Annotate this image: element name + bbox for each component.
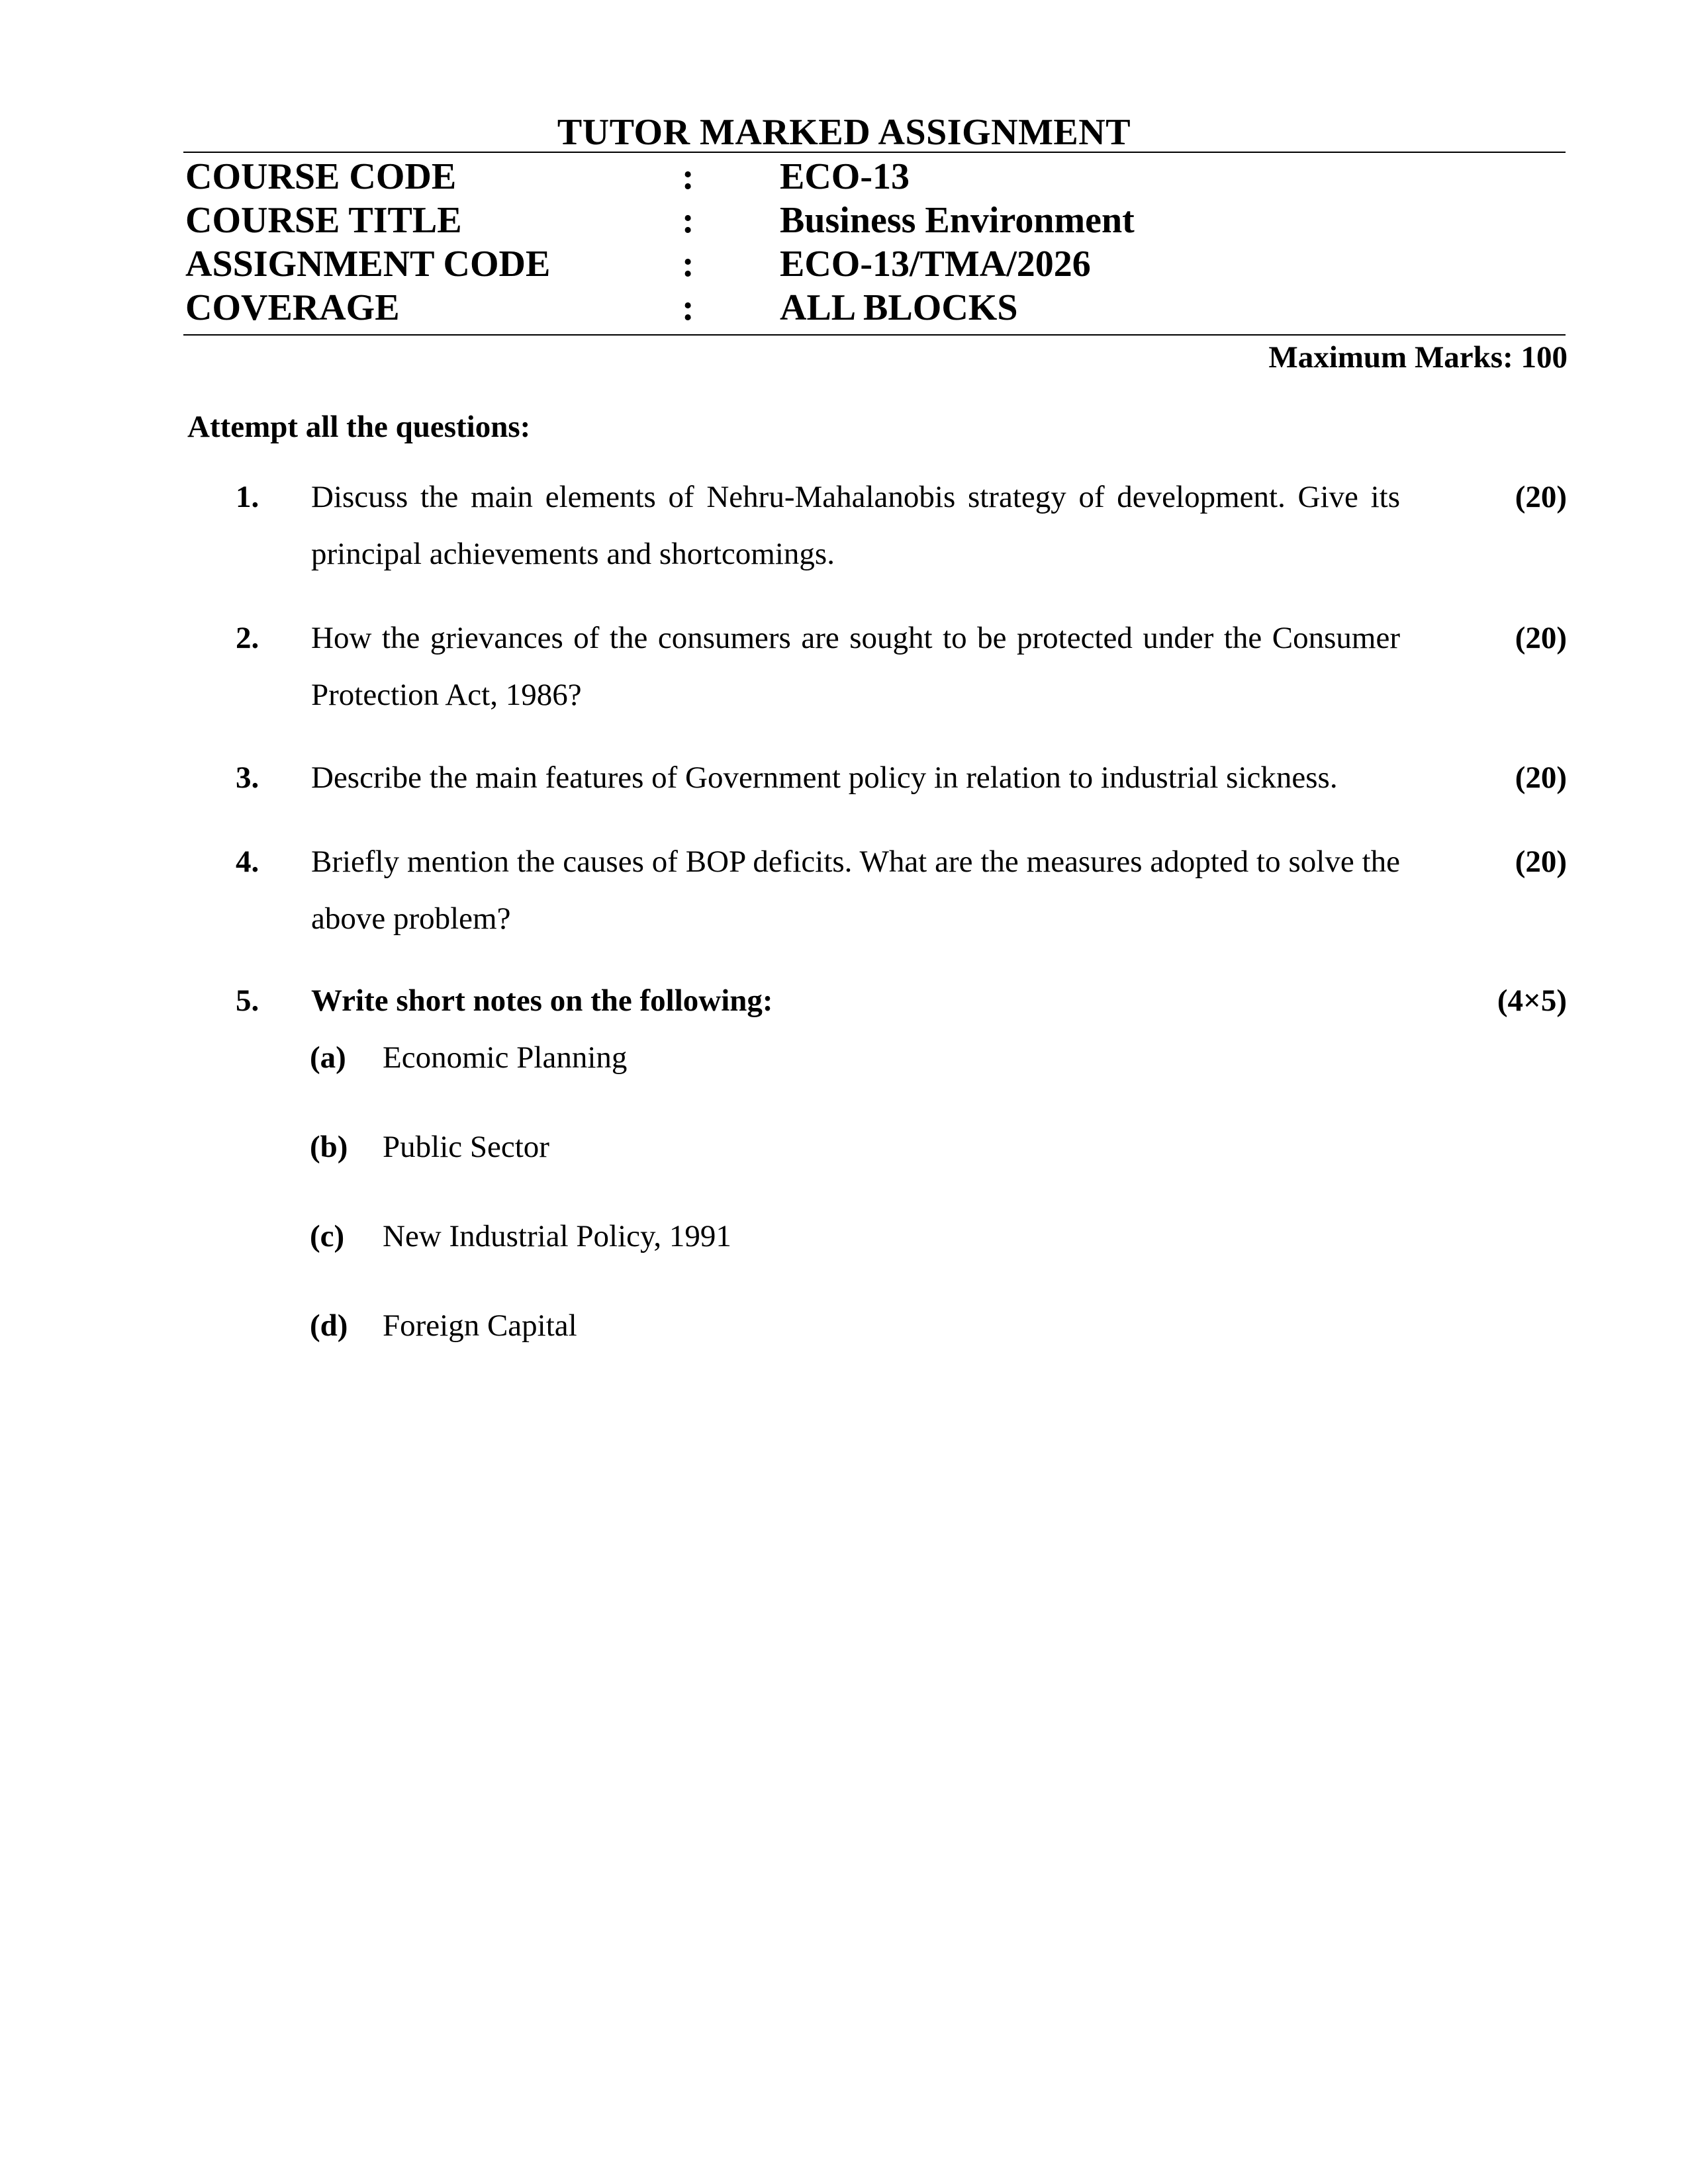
header-bottom-rule [183,334,1566,336]
coverage-label: COVERAGE [185,287,400,328]
assignment-code-label: ASSIGNMENT CODE [185,244,551,285]
coverage-row [185,286,1562,330]
question-number: 1. [236,480,259,514]
subpart-label: (d) [310,1308,348,1343]
course-title-value: Business Environment [780,200,1135,241]
maximum-marks: Maximum Marks: 100 [1268,340,1568,375]
page-title: TUTOR MARKED ASSIGNMENT [557,112,1131,153]
course-code-row [185,155,1562,199]
subpart-label: (a) [310,1040,346,1075]
course-title-colon: : [682,200,694,241]
course-title-row [185,199,1562,242]
assignment-code-colon: : [682,244,694,285]
question-text: Describe the main features of Government policy in relation to industrial sickness. [311,760,1338,795]
question-number: 2. [236,621,259,655]
assignment-code-row [185,242,1562,286]
question-text: Discuss the main elements of Nehru-Mahalanobis strategy of development. Give its principal achievements and shortcomings. [311,480,1400,571]
question-marks: (20) [1515,480,1567,514]
coverage-colon: : [682,287,694,328]
course-code-value: ECO-13 [780,156,910,197]
header-top-rule [183,152,1566,153]
subpart-text: Foreign Capital [383,1308,577,1343]
question-marks: (20) [1515,844,1567,879]
coverage-value: ALL BLOCKS [780,287,1018,328]
subpart-text: Public Sector [383,1130,549,1164]
question-marks: (4×5) [1497,983,1567,1018]
instructions: Attempt all the questions: [187,410,531,444]
course-code-label: COURSE CODE [185,156,457,197]
course-details [185,155,1562,330]
course-title-label: COURSE TITLE [185,200,462,241]
subpart-text: Economic Planning [383,1040,628,1075]
course-code-colon: : [682,156,694,197]
subpart-label: (c) [310,1219,345,1253]
question-text: Briefly mention the causes of BOP deficits. What are the measures adopted to solve the above problem? [311,844,1400,936]
question-number: 3. [236,760,259,795]
question-number: 4. [236,844,259,879]
question-text: Write short notes on the following: [311,983,773,1018]
subpart-text: New Industrial Policy, 1991 [383,1219,731,1253]
question-marks: (20) [1515,621,1567,655]
question-text: How the grievances of the consumers are sought to be protected under the Consumer Protection Act, 1986? [311,621,1400,712]
subpart-label: (b) [310,1130,348,1164]
assignment-code-value: ECO-13/TMA/2026 [780,244,1091,285]
question-marks: (20) [1515,760,1567,795]
question-number: 5. [236,983,259,1018]
